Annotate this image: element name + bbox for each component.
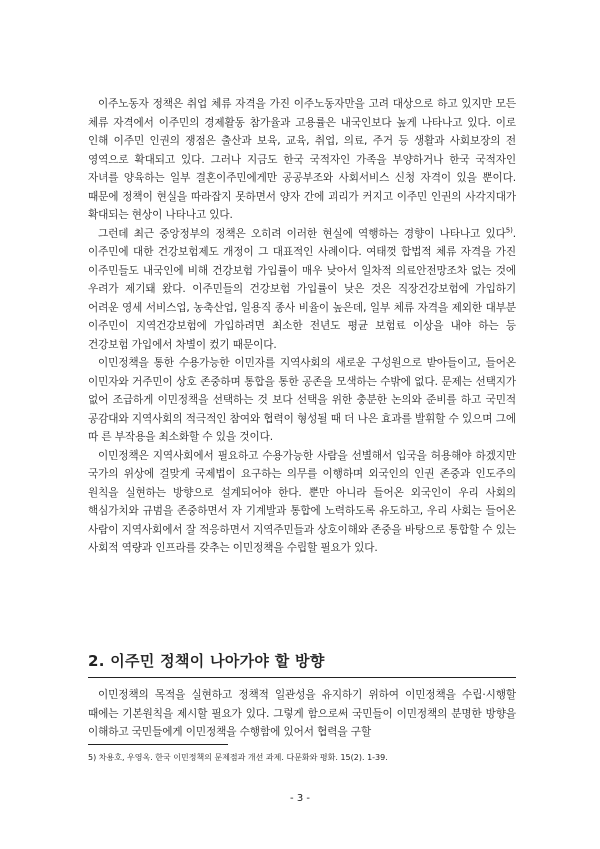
section-heading: 2. 이주민 정책이 나아가야 할 방향: [88, 652, 325, 670]
footnote-divider: [88, 744, 228, 745]
footnote-reference: 5): [505, 225, 513, 234]
footnote: 5) 차용호, 우영옥. 한국 이민정책의 문제점과 개선 과제. 다문화와 평화. 15(2). 1-39.: [88, 753, 388, 762]
paragraph-2-rest: . 이주민에 대한 건강보험제도 개정이 그 대표적인 사례이다. 여태껏 합법적 체류 자격을 가진 이주민들도 내국인에 비해 건강보험 가입률이 매우 낮아서 일차적 의료안전망조차 없는 것에 우려가 제기돼 왔다. 이주민들의 건강보험 가입률이 낮은 것은 직장건강보험에 가입하기 어려운 영세 서비스업, 농축산업, 일용직 종사 비율이 높은데, 일부 체류 자격을 제외한 대부분 이주민이 지역건강보험에 가입하려면 최소한 전년도 평균 보험료 이상을 내야 하는 등 건강보험 가입에서 차별이 컸기 때문이다.: [88, 227, 516, 351]
paragraph-1: 이주노동자 정책은 취업 체류 자격을 가진 이주노동자만을 고려 대상으로 하고 있지만 모든 체류 자격에서 이주민의 경제활동 참가율과 고용률은 내국인보다 높게 나타나고 있다. 이로 인해 이주민 인권의 쟁점은 출산과 보육, 교육, 취업, 의료, 주거 등 생활과 사회보장의 전 영역으로 확대되고 있다. 그러나 지금도 한국 국적자인 가족을 부양하거나 한국 국적자인 자녀를 양육하는 일부 결혼이주민에게만 공공부조와 사회서비스 신청 자격이 있을 뿐이다. 때문에 정책이 현실을 따라잡지 못하면서 양자 간에 괴리가 커지고 이주민 인권의 사각지대가 확대되는 현상이 나타나고 있다.: [88, 98, 516, 221]
section-heading-block: [88, 650, 516, 678]
paragraph-2-lead: 그런데 최근 중앙정부의 정책은 오히려 이러한 현실에 역행하는 경향이 나타나고 있다: [98, 227, 506, 240]
section-paragraph: 이민정책의 목적을 실현하고 정책적 일관성을 유지하기 위하여 이민정책을 수립·시행할 때에는 기본원칙을 제시할 필요가 있다. 그렇게 함으로써 국민들이 이민정책의 분명한 방향을 이해하고 국민들에게 이민정책을 수행함에 있어서 협력을 구할: [88, 689, 516, 738]
paragraph-3: 이민정책을 통한 수용가능한 이민자를 지역사회의 새로운 구성원으로 받아들이고, 들어온 이민자와 거주민이 상호 존중하며 통합을 통한 공존을 모색하는 수밖에 없다. 문제는 선택지가 없어 조급하게 이민정책을 선택하는 것 보다 선택을 위한 충분한 논의와 준비를 하고 국민적 공감대와 지역사회의 적극적인 참여와 협력이 형성될 때 더 나은 효과를 발휘할 수 있으며 그에 따 른 부작용을 최소화할 수 있을 것이다.: [88, 357, 516, 443]
body-text: [88, 95, 516, 558]
paragraph-4: 이민정책은 지역사회에서 필요하고 수용가능한 사람을 선별해서 입국을 허용해야 하겠지만 국가의 위상에 걸맞게 국제법이 요구하는 의무를 이행하며 외국인의 인권 존중과 인도주의 원칙을 실현하는 방향으로 설계되어야 한다. 뿐만 아니라 들어온 외국인이 우리 사회의 핵심가치와 규범을 존중하면서 자 기계발과 통합에 노력하도록 유도하고, 우리 사회는 들어온 사람이 지역사회에서 잘 적응하면서 지역주민들과 상호이해와 존중을 바탕으로 통합할 수 있는 사회적 역량과 인프라를 갖추는 이민정책을 수립할 필요가 있다.: [88, 449, 516, 554]
page-number: - 3 -: [290, 793, 310, 804]
paragraph-2: [88, 225, 516, 355]
section-body: [88, 686, 516, 742]
